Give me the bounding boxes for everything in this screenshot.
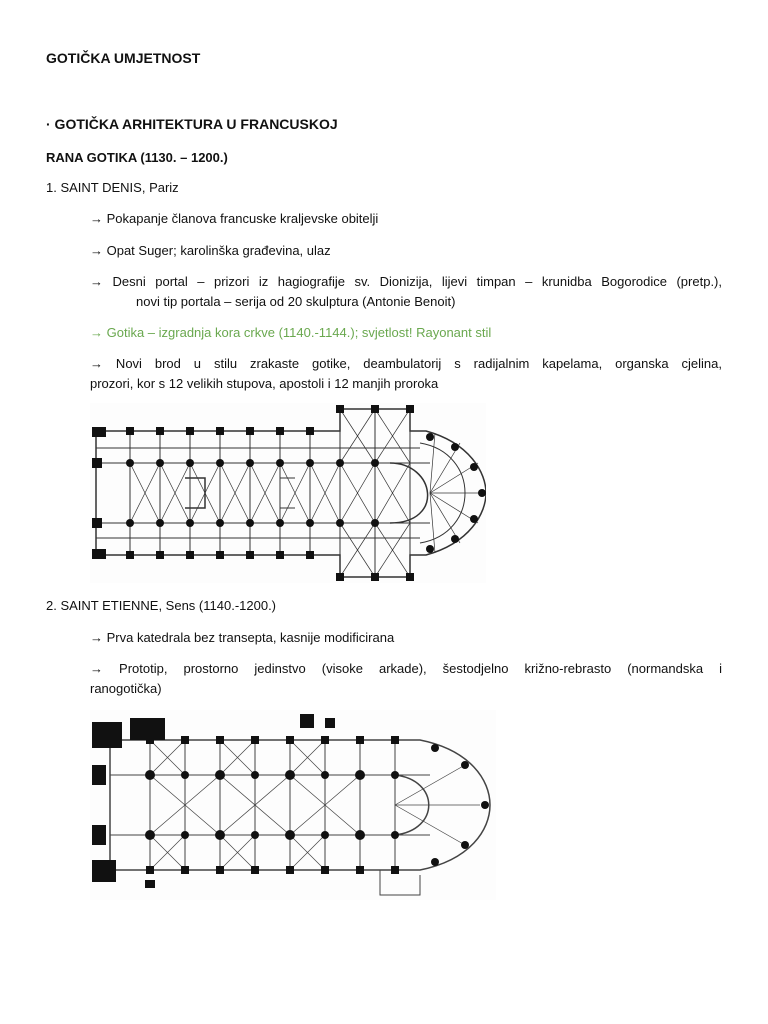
saint-denis-point-5-line-2: prozori, kor s 12 velikih stupova, apostoli i 12 manjih proroka: [90, 376, 439, 391]
saint-etienne-floor-plan: [90, 710, 496, 900]
period-heading: RANA GOTIKA (1130. – 1200.): [46, 150, 228, 165]
saint-denis-point-1: → Pokapanje članova francuske kraljevske obitelji: [90, 211, 379, 226]
saint-etienne-point-2-line-2: ranogotička): [90, 681, 162, 696]
document-title: GOTIČKA UMJETNOST: [46, 50, 201, 66]
saint-denis-floor-plan: [90, 403, 486, 583]
saint-denis-point-4: → Gotika – izgradnja kora crkve (1140.-1144.); svjetlost! Rayonant stil: [90, 325, 492, 340]
saint-denis-point-2: → Opat Suger; karolinška građevina, ulaz: [90, 243, 331, 258]
saint-denis-heading: 1. SAINT DENIS, Pariz: [46, 180, 179, 195]
saint-denis-point-5-line-1: → Novi brod u stilu zrakaste gotike, deambulatorij s radijalnim kapelama, organska cjelina,: [90, 356, 722, 371]
saint-denis-point-3-line-1: → Desni portal – prizori iz hagiografije sv. Dionizija, lijevi timpan – krunidba Bogorodice (pretp.),: [90, 274, 722, 289]
saint-etienne-point-2-line-1: → Prototip, prostorno jedinstvo (visoke arkade), šestodjelno križno-rebrasto (normandska i: [90, 661, 722, 676]
saint-denis-point-3-line-2: novi tip portala – serija od 20 skulptura (Antonie Benoit): [136, 294, 456, 309]
saint-etienne-point-1: → Prva katedrala bez transepta, kasnije modificirana: [90, 630, 395, 645]
saint-etienne-heading: 2. SAINT ETIENNE, Sens (1140.-1200.): [46, 598, 277, 613]
section-heading: · GOTIČKA ARHITEKTURA U FRANCUSKOJ: [46, 116, 338, 132]
